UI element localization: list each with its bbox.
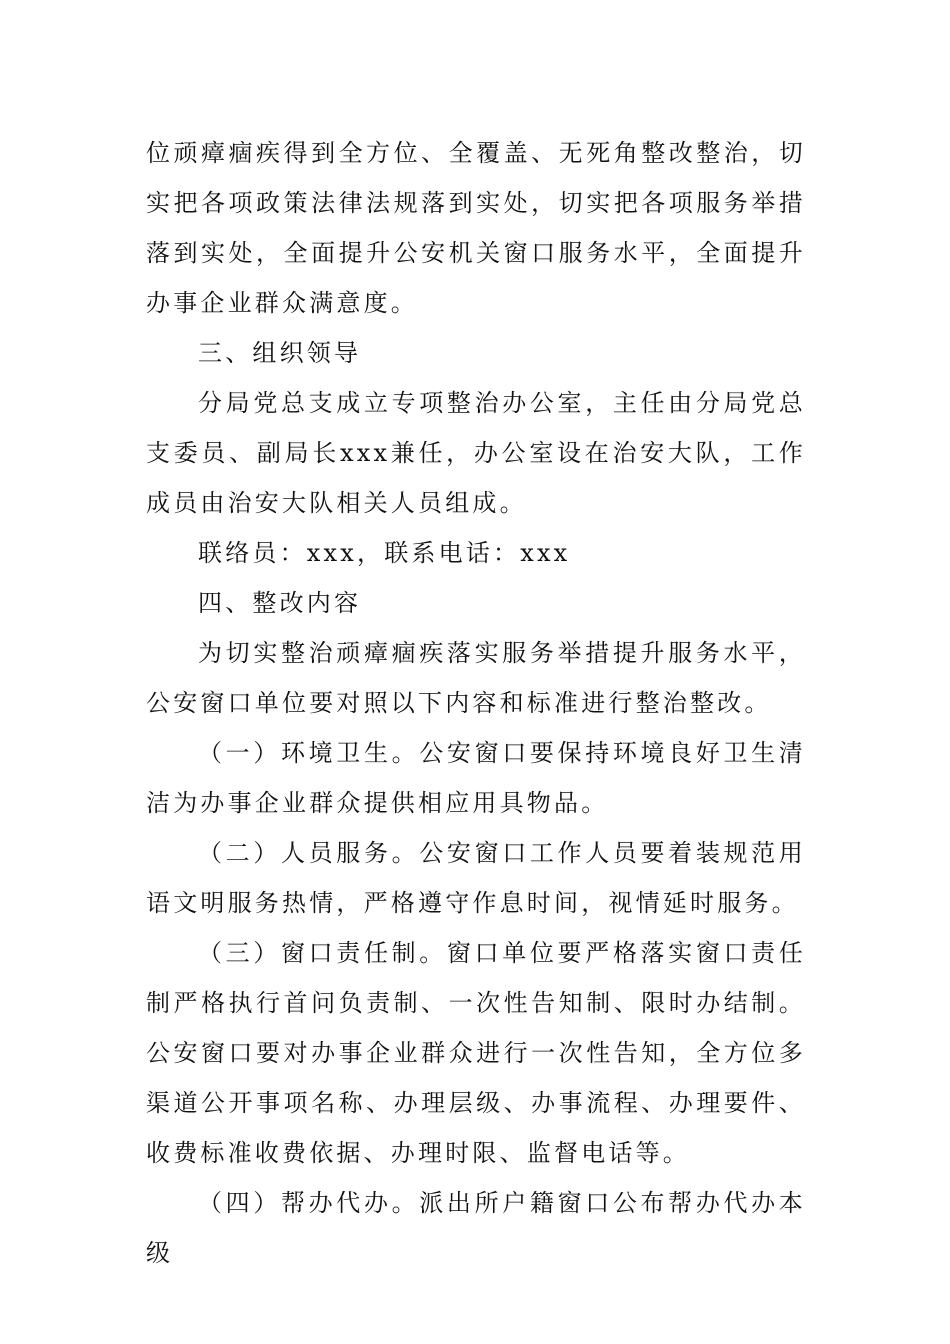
document-body — [146, 128, 806, 1278]
paragraph-item-3: （三）窗口责任制。窗口单位要严格落实窗口责任制严格执行首问负责制、一次性告知制、限时办结制。公安窗口要对办事企业群众进行一次性告知，全方位多渠道公开事项名称、办理层级、办事流程、办理要件、收费标准收费依据、办理时限、监督电话等。 — [146, 939, 806, 1167]
paragraph-contact: 联络员：xxx，联系电话：xxx — [198, 539, 571, 567]
section-heading-organization: 三、组织领导 — [198, 339, 362, 367]
section-heading-content: 四、整改内容 — [198, 589, 362, 617]
paragraph-item-2: （二）人员服务。公安窗口工作人员要着装规范用语文明服务热情，严格遵守作息时间，视情延时服务。 — [146, 839, 806, 917]
paragraph-item-1: （一）环境卫生。公安窗口要保持环境良好卫生清洁为办事企业群众提供相应用具物品。 — [146, 739, 806, 817]
paragraph-intro: 为切实整治顽瘴痼疾落实服务举措提升服务水平，公安窗口单位要对照以下内容和标准进行整治整改。 — [146, 639, 806, 717]
paragraph-item-4: （四）帮办代办。派出所户籍窗口公布帮办代办本级 — [146, 1189, 806, 1267]
paragraph-continuation: 位顽瘴痼疾得到全方位、全覆盖、无死角整改整治，切实把各项政策法律法规落到实处，切实把各项服务举措落到实处，全面提升公安机关窗口服务水平，全面提升办事企业群众满意度。 — [146, 139, 806, 317]
paragraph-office: 分局党总支成立专项整治办公室，主任由分局党总支委员、副局长xxx兼任，办公室设在治安大队，工作成员由治安大队相关人员组成。 — [146, 389, 806, 517]
